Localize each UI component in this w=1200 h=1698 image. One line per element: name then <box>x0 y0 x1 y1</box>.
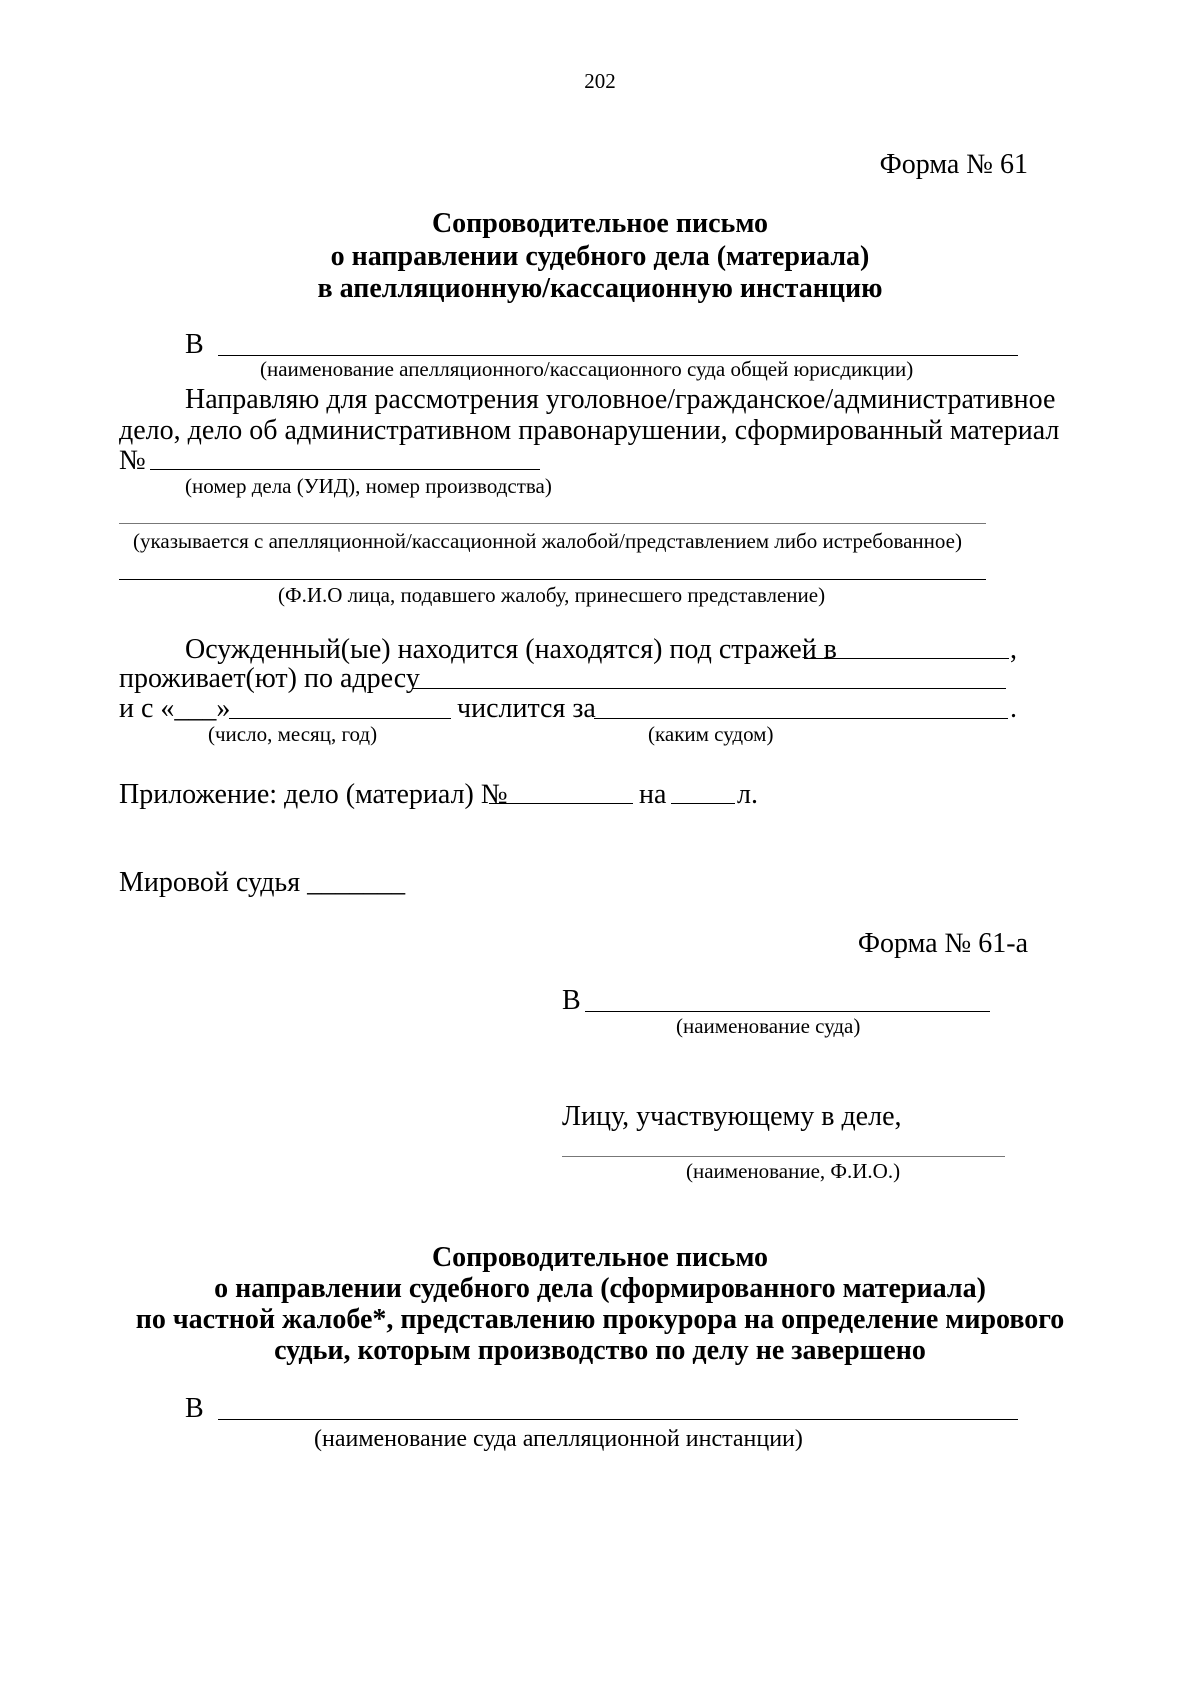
party-caption: (наименование, Ф.И.О.) <box>686 1159 901 1183</box>
since-text: и с «___» <box>119 693 231 724</box>
court-by-caption: (каким судом) <box>648 722 774 746</box>
form-61a-label: Форма № 61-а <box>857 928 1028 959</box>
form-61a-title-line-4: судьи, которым производство по делу не завершено <box>274 1335 926 1366</box>
party-text: Лицу, участвующему в деле, <box>562 1101 902 1132</box>
date-caption: (число, месяц, год) <box>208 722 378 746</box>
form-61-label: Форма № 61 <box>879 149 1028 180</box>
form-61a-title-line-3: по частной жалобе*, представлению прокурора на определение мирового <box>135 1304 1065 1335</box>
court-name-caption: (наименование апелляционного/кассационного суда общей юрисдикции) <box>260 357 914 381</box>
appeal-court-line <box>218 1419 1018 1420</box>
form-61a-title-line-1: Сопроводительное письмо <box>431 1242 769 1273</box>
number-sign: № <box>119 445 146 476</box>
form-61-title-line-1: Сопроводительное письмо <box>431 208 769 239</box>
date-line <box>229 718 451 719</box>
person-line <box>119 579 986 580</box>
complaint-caption: (указывается с апелляционной/кассационной жалобой/представлением либо истребованное) <box>133 529 962 553</box>
appendix-text: Приложение: дело (материал) № <box>119 779 508 810</box>
person-caption: (Ф.И.О лица, подавшего жалобу, принесшего представление) <box>278 583 826 607</box>
appendix-sheets: л. <box>737 779 758 810</box>
complaint-line <box>119 523 986 524</box>
address-text: проживает(ют) по адресу <box>119 663 420 694</box>
case-number-line <box>150 469 540 470</box>
custody-comma: , <box>1010 634 1017 665</box>
body-line-2: дело, дело об административном правонарушении, сформированный материал <box>119 415 1060 446</box>
appendix-number-line <box>489 803 633 804</box>
address-line <box>412 688 1006 689</box>
custody-text: Осужденный(ые) находится (находятся) под стражей в <box>185 634 837 665</box>
form-61a-court-caption: (наименование суда) <box>676 1014 861 1038</box>
form-61a-to-prefix-2: В <box>185 1393 204 1424</box>
body-line-1: Направляю для рассмотрения уголовное/гражданское/административное <box>185 384 1056 415</box>
form-61a-to-prefix: В <box>562 985 581 1016</box>
party-line <box>562 1156 1005 1157</box>
court-name-line <box>218 355 1018 356</box>
form-61a-title-line-2: о направлении судебного дела (сформированного материала) <box>214 1273 986 1304</box>
appendix-sheets-line <box>671 803 735 804</box>
form-61-title-line-2: о направлении судебного дела (материала) <box>330 241 870 272</box>
custody-line <box>804 658 1009 659</box>
to-prefix: В <box>185 329 204 360</box>
appeal-court-caption: (наименование суда апелляционной инстанции) <box>314 1426 803 1452</box>
page-number: 202 <box>584 69 616 93</box>
appendix-on: на <box>639 779 667 810</box>
case-number-caption: (номер дела (УИД), номер производства) <box>185 474 552 498</box>
court-by-line <box>594 718 1008 719</box>
judge-text: Мировой судья _______ <box>119 867 406 898</box>
form-61-title-line-3: в апелляционную/кассационную инстанцию <box>317 273 883 304</box>
listed-end: . <box>1010 693 1017 724</box>
listed-text: числится за <box>457 693 596 724</box>
form-61a-court-line <box>585 1011 990 1012</box>
